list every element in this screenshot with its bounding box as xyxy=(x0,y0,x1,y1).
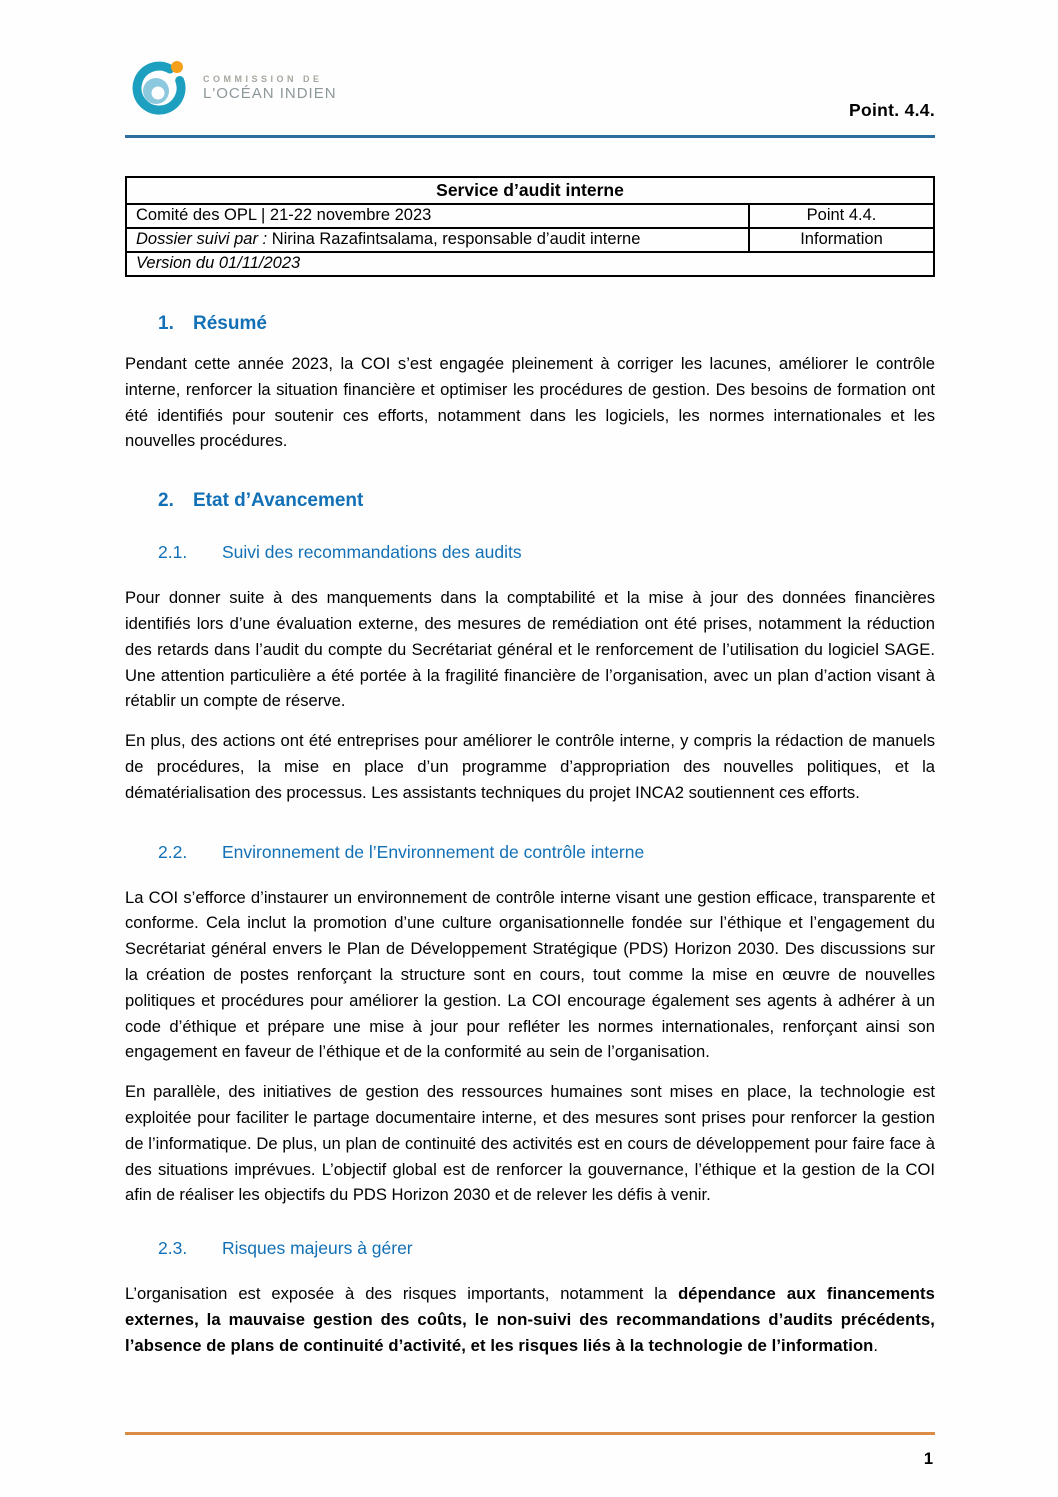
table-row-title xyxy=(126,177,934,204)
risques-text-normal: L’organisation est exposée à des risques importants, notamment la xyxy=(125,1284,679,1304)
version-cell: Version du 01/11/2023 xyxy=(126,252,934,276)
heading-number: 1. xyxy=(158,313,174,334)
logo-line2: L'OCÉAN INDIEN xyxy=(203,84,337,102)
page-number: 1 xyxy=(923,1450,933,1468)
heading-label: Etat d’Avancement xyxy=(193,490,364,512)
paragraph-risques xyxy=(125,1281,935,1358)
table-row xyxy=(126,252,934,276)
risques-text-end: . xyxy=(873,1335,879,1355)
paragraph-environnement-1: La COI s’efforce d’instaurer un environnement de contrôle interne visant une gestion efficace, transparente et conforme. Cela inclut la promotion d’une culture organisationnelle fondée sur l’éthique et l’engagement du Secrétariat général envers le Plan de Développement Stratégique (PDS) Horizon 2030. Des discussions sur la création de postes renforçant la structure sont en cours, tout comme la mise en œuvre de nouvelles politiques et procédures pour améliorer la gestion. La COI encourage également ses agents à adhérer à un code d’éthique et prépare une mise à jour pour refléter les normes internationales, renforçant ainsi son engagement en faveur de l’éthique et de la conformité au sein de l’organisation. xyxy=(125,887,935,1062)
heading-resume xyxy=(158,313,935,335)
heading-number: 2. xyxy=(158,490,174,512)
paragraph-suivi-2: En plus, des actions ont été entreprises pour améliorer le contrôle interne, y compris la rédaction de manuels de procédures, la mise en place d’un programme d’appropriation des nouvelles politiques, et la dématérialisation des processus. Les assistants techniques du projet INCA2 soutiennent ces efforts. xyxy=(125,731,935,802)
dossier-label: Dossier suivi par : xyxy=(136,230,268,248)
table-row xyxy=(126,228,934,252)
heading-environnement xyxy=(158,842,935,863)
logo-line1: COMMISSION DE xyxy=(203,73,323,84)
paragraph-resume: Pendant cette année 2023, la COI s’est engagée pleinement à corriger les lacunes, améliorer le contrôle interne, renforcer la situation financière et optimiser les procédures de gestion. Des besoins de formation ont été identifiés pour soutenir ces efforts, notamment dans les logiciels, les normes internationales et les nouvelles procédures. xyxy=(125,354,935,451)
page-header xyxy=(125,56,935,121)
point-cell: Point 4.4. xyxy=(749,204,934,228)
point-label: Point. 4.4. xyxy=(849,100,935,120)
dossier-value: Nirina Razafintsalama, responsable d’audit interne xyxy=(267,230,641,248)
risques-text-bold: dépendance aux financements externes, la mauvaise gestion des coûts, le non-suivi des recommandations d’audits précédents, l’absence de plans de continuité d’activité, et les risques liés à la technologie de l’information xyxy=(125,1284,935,1355)
info-table xyxy=(125,176,935,277)
coi-logo xyxy=(129,56,337,121)
footer-rule xyxy=(125,1432,935,1435)
heading-label: Résumé xyxy=(193,313,267,334)
committee-cell: Comité des OPL | 21-22 novembre 2023 xyxy=(126,204,749,228)
heading-suivi-recommandations xyxy=(158,542,935,563)
heading-etat-avancement xyxy=(158,490,935,512)
paragraph-suivi-1: Pour donner suite à des manquements dans la comptabilité et la mise à jour des données financières identifiés lors d’une évaluation externe, des mesures de remédiation ont été prises, notamment la réduction des retards dans l’audit du compte du Secrétariat général et le renforcement de l’utilisation du logiciel SAGE. Une attention particulière a été portée à la fragilité financière de l’organisation, avec un plan d’action visant à rétablir un compte de réserve. xyxy=(125,588,935,711)
heading-risques xyxy=(158,1238,935,1259)
coi-logo-icon xyxy=(129,56,191,121)
heading-number: 2.1. xyxy=(158,542,188,563)
header-rule xyxy=(125,135,935,138)
heading-label: Risques majeurs à gérer xyxy=(222,1238,413,1259)
heading-number: 2.2. xyxy=(158,841,188,862)
heading-number: 2.3. xyxy=(158,1238,188,1259)
coi-logo-text xyxy=(203,74,337,104)
heading-label: Environnement de l’Environnement de contrôle interne xyxy=(222,841,645,862)
heading-label: Suivi des recommandations des audits xyxy=(222,542,522,563)
information-cell: Information xyxy=(749,228,934,252)
paragraph-environnement-2: En parallèle, des initiatives de gestion des ressources humaines sont mises en place, la technologie est exploitée pour faciliter le partage documentaire interne, et des mesures sont prises pour renforcer la gestion de l’informatique. De plus, un plan de continuité des activités est en cours de développement pour faire face à des situations imprévues. L’objectif global est de renforcer la gouvernance, l’éthique et la gestion de la COI afin de réaliser les objectifs du PDS Horizon 2030 et de relever les défis à venir. xyxy=(125,1082,935,1205)
dossier-cell xyxy=(126,228,749,252)
table-title-cell: Service d’audit interne xyxy=(126,177,934,204)
table-row xyxy=(126,204,934,228)
